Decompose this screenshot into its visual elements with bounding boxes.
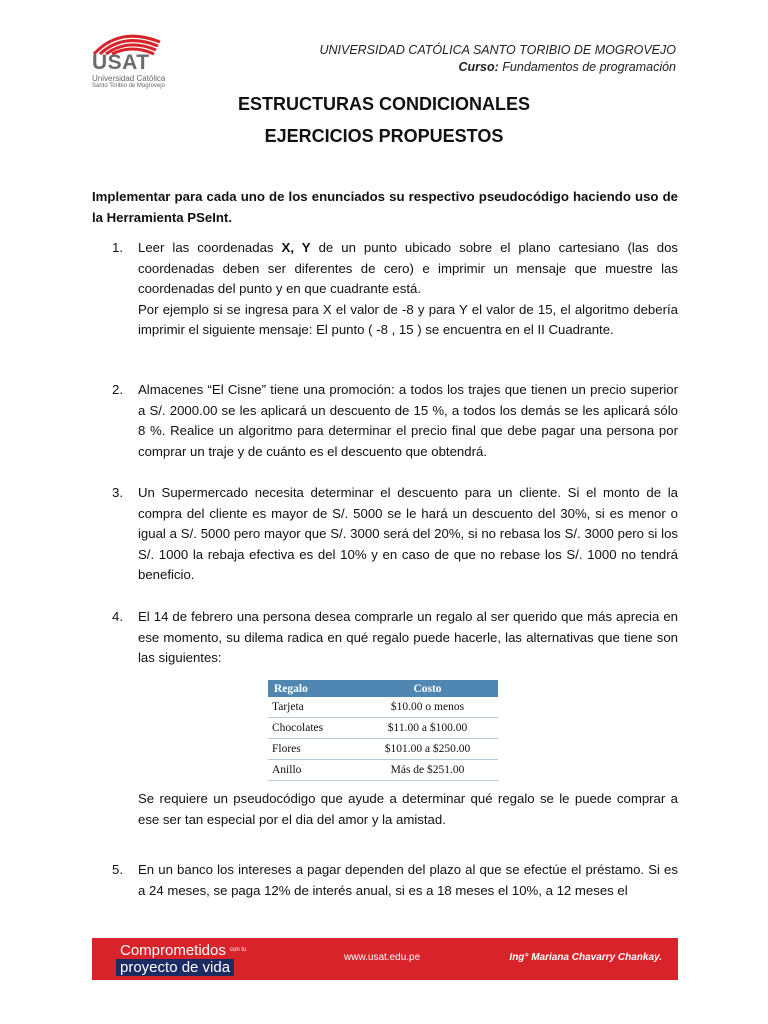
course-value: Fundamentos de programación — [502, 60, 676, 74]
table-row — [268, 739, 498, 760]
course-label: Curso: — [458, 60, 499, 74]
page-title: ESTRUCTURAS CONDICIONALES — [237, 94, 530, 114]
table-row — [268, 760, 498, 781]
table-cell: $101.00 a $250.00 — [357, 739, 498, 760]
table-row — [268, 697, 498, 718]
intro-text: Implementar para cada uno de los enunciados su respectivo pseudocódigo haciendo uso de la Herramienta PSeInt. — [92, 189, 678, 225]
table-cell: $11.00 a $100.00 — [357, 718, 498, 739]
text-run: de un punto ubicado sobre el plano cartesiano (las dos coordenadas deben ser diferentes de cero) e imprimir un mensaje que muestre las coordenadas del punto y en que cuadrante está. — [138, 240, 679, 297]
table-header: Costo — [357, 680, 498, 697]
footer-slogan — [120, 942, 246, 976]
table-cell: Flores — [268, 739, 357, 760]
exercise-item-3: Un Supermercado necesita determinar el descuento para un cliente. Si el monto de la compra del cliente es mayor de S/. 5000 se le hará un descuento del 30%, si es menor o igual a S/. 5000 pero mayor que S/. 3000 será del 20%, si no rebasa los S/. 3000 pero si los S/. 1000 la rebaja efectiva es del 10% y en caso de que no rebase los S/. 1000 no tendrá beneficio. — [138, 485, 678, 583]
header-info — [319, 42, 676, 76]
item-number: 3. — [112, 485, 123, 500]
page-subtitle: EJERCICIOS PROPUESTOS — [264, 126, 504, 146]
table-cell: Chocolates — [268, 718, 357, 739]
logo-line1: Universidad Católica — [92, 74, 166, 83]
slogan-small: con tu — [230, 947, 247, 953]
footer-banner — [92, 938, 678, 980]
item-paragraph: Por ejemplo si se ingresa para X el valor de -8 y para Y el valor de 15, el algoritmo debería imprimir el siguiente mensaje: El punto ( -8 , 15 ) se encuentra en el II Cuadrante. — [138, 301, 678, 338]
logo-line2: Santo Toribio de Mogrovejo — [92, 83, 165, 89]
university-name: UNIVERSIDAD CATÓLICA SANTO TORIBIO DE MOGROVEJO — [319, 43, 676, 57]
text-run: Leer las coordenadas — [138, 240, 282, 255]
exercise-item-5: En un banco los intereses a pagar dependen del plazo al que se efectúe el préstamo. Si es a 24 meses, se paga 12% de interés anual, si es a 18 meses el 10%, a 12 meses el — [138, 862, 678, 898]
exercise-item-4: El 14 de febrero una persona desea comprarle un regalo al ser querido que más aprecia en ese momento, su dilema radica en qué regalo puede hacerle, las alternativas que tiene son las siguientes: — [138, 609, 678, 666]
footer-author: Ing° Mariana Chavarry Chankay. — [509, 952, 662, 963]
item-number: 1. — [112, 240, 123, 255]
item-number: 4. — [112, 609, 123, 624]
exercise-item-2: Almacenes “El Cisne” tiene una promoción: a todos los trajes que tienen un precio superior a S/. 2000.00 se les aplicará un descuento de 15 %, a todos los demás se les aplicará sólo 8 %. Realice un algoritmo para determinar el precio final que debe pagar una persona por comprar un traje y de cuánto es el descuento que obtendrá. — [138, 382, 678, 459]
item-number: 2. — [112, 382, 123, 397]
slogan-line2: proyecto de vida — [116, 959, 234, 976]
item-number: 5. — [112, 862, 123, 877]
slogan-line1: Comprometidos — [120, 942, 226, 959]
item-paragraph — [138, 238, 678, 300]
course-line — [319, 59, 676, 76]
table-row — [268, 718, 498, 739]
table-header-row — [268, 680, 498, 697]
table-header: Regalo — [268, 680, 357, 697]
table-cell: Tarjeta — [268, 697, 357, 718]
usat-logo — [90, 30, 174, 92]
table-cell: Más de $251.00 — [357, 760, 498, 781]
gift-table — [268, 680, 498, 781]
table-cell: Anillo — [268, 760, 357, 781]
exercise-item-1 — [138, 238, 678, 341]
text-run-bold: X, Y — [281, 240, 311, 255]
footer-website: www.usat.edu.pe — [344, 952, 421, 963]
logo-name: USAT — [92, 51, 150, 74]
table-cell: $10.00 o menos — [357, 697, 498, 718]
exercise-item-4-followup: Se requiere un pseudocódigo que ayude a determinar qué regalo se le puede comprar a ese ser tan especial por el dia del amor y la amistad. — [138, 791, 678, 827]
